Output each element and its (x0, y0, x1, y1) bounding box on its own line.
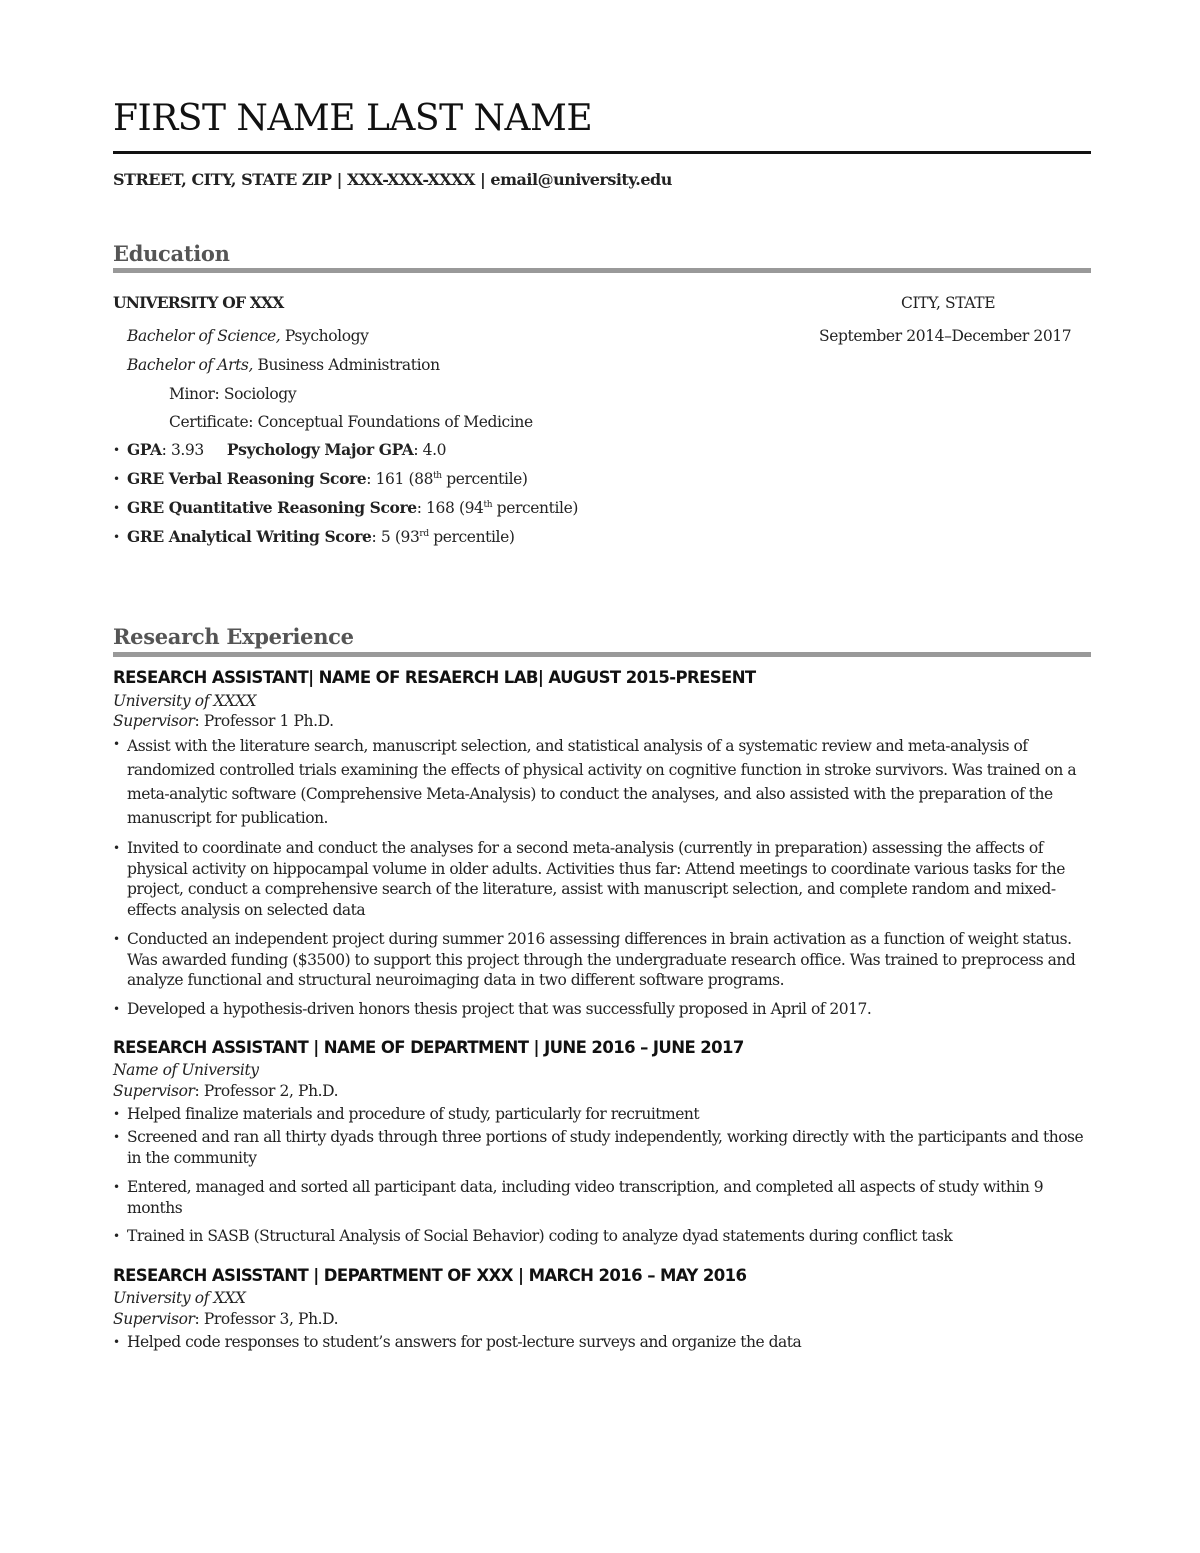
degree-2-type: Bachelor of Arts, (127, 356, 254, 374)
gre-verbal-sup: th (433, 470, 442, 481)
job-bullet-text: Screened and ran all thirty dyads through three portions of study independently, working directly with the participants and those in the community (127, 1128, 1084, 1167)
gre-writing-value: : 5 (93 (371, 528, 420, 546)
education-dates: September 2014–December 2017 (819, 327, 1072, 345)
degree-2-field: Business Administration (253, 356, 440, 374)
gre-verbal-tail: percentile) (441, 470, 528, 488)
bullet-marker: • (113, 472, 121, 486)
job-supervisor (113, 1081, 338, 1101)
job-bullet-text: Assist with the literature search, manuscript selection, and statistical analysis of a systematic review and meta-analysis of randomized controlled trials examining the effects of physical activity on cognitive function in stroke survivors. Was trained on a meta-analytic software (Comprehensive Meta-Analysis) to conduct the analyses, and also assisted with the preparation of the manuscript for publication. (127, 737, 1077, 827)
contact-line: STREET, CITY, STATE ZIP | XXX-XXX-XXXX | email@university.edu (113, 170, 672, 189)
school-name: UNIVERSITY OF XXX (113, 293, 284, 312)
supervisor-value: : Professor 1 Ph.D. (194, 712, 334, 730)
bullet-marker: • (113, 841, 121, 855)
major-gpa-value: : 4.0 (413, 441, 447, 459)
bullet-marker: • (113, 1229, 121, 1243)
bullet-marker: • (113, 1130, 121, 1144)
supervisor-value: : Professor 3, Ph.D. (194, 1310, 339, 1328)
job-bullet-text: Conducted an independent project during summer 2016 assessing differences in brain activation as a function of weight status. Was awarded funding ($3500) to support this project through the undergraduate research office. Was trained to preprocess and analyze functional and structural neuroimaging data in two different software programs. (127, 930, 1076, 989)
bullet-marker: • (113, 501, 121, 515)
degree-2 (127, 355, 440, 375)
supervisor-label: Supervisor (113, 1082, 195, 1100)
gre-quant-sup: th (483, 499, 493, 510)
gre-writing-sup: rd (419, 528, 429, 539)
research-heading: Research Experience (113, 624, 354, 649)
job-heading: RESEARCH ASSISTANT| NAME OF RESAERCH LAB| AUGUST 2015-PRESENT (113, 668, 756, 687)
gpa-value: : 3.93 (161, 441, 204, 459)
gpa-label: GPA (127, 440, 162, 459)
gre-writing-label: GRE Analytical Writing Score (127, 527, 372, 546)
gre-quant-tail: percentile) (492, 499, 578, 517)
supervisor-label: Supervisor (113, 712, 195, 730)
gre-quant-value: : 168 (94 (416, 499, 484, 517)
job-heading: RESEARCH ASSISTANT | NAME OF DEPARTMENT | JUNE 2016 – JUNE 2017 (113, 1038, 744, 1057)
job-bullet-text: Invited to coordinate and conduct the analyses for a second meta-analysis (currently in preparation) assessing the affects of physical activity on hippocampal volume in older adults. Activities thus far: Attend meetings to coordinate various tasks for the project, conduct a comprehensive search of the literature, assist with manuscript selection, and complete random and mixed-effects analysis on selected data (127, 839, 1065, 919)
job-bullet-text: Entered, managed and sorted all participant data, including video transcription, and completed all aspects of study within 9 months (127, 1178, 1044, 1217)
job-bullet-text: Trained in SASB (Structural Analysis of Social Behavior) coding to analyze dyad statements during conflict task (127, 1227, 953, 1245)
education-heading: Education (113, 241, 230, 266)
degree-1 (127, 326, 369, 346)
gre-writing-tail: percentile) (428, 528, 515, 546)
minor: Minor: Sociology (169, 385, 297, 403)
bullet-marker: • (113, 1335, 121, 1349)
gre-verbal (127, 469, 528, 489)
education-divider (113, 268, 1091, 273)
job-supervisor (113, 1309, 338, 1329)
gre-writing (127, 527, 515, 547)
job-bullet-text: Developed a hypothesis-driven honors thesis project that was successfully proposed in April of 2017. (127, 1000, 872, 1018)
job-organization: University of XXX (113, 1289, 246, 1307)
job-bullet-text: Helped code responses to student’s answers for post-lecture surveys and organize the data (127, 1333, 802, 1351)
bullet-marker: • (113, 1107, 121, 1121)
bullet-marker: • (113, 737, 121, 751)
bullet-marker: • (113, 1180, 121, 1194)
degree-1-field: Psychology (280, 327, 369, 345)
supervisor-label: Supervisor (113, 1310, 195, 1328)
major-gpa-label: Psychology Major GPA (226, 440, 414, 459)
job-organization: University of XXXX (113, 692, 257, 710)
degree-1-type: Bachelor of Science, (127, 327, 281, 345)
applicant-name: FIRST NAME LAST NAME (113, 98, 593, 139)
gpa-line (127, 440, 446, 460)
bullet-marker: • (113, 1002, 121, 1016)
certificate: Certificate: Conceptual Foundations of Medicine (169, 413, 533, 431)
research-divider (113, 652, 1091, 657)
header-divider (113, 151, 1091, 154)
job-heading: RESEARCH ASISSTANT | DEPARTMENT OF XXX | MARCH 2016 – MAY 2016 (113, 1266, 747, 1285)
bullet-marker: • (113, 530, 121, 544)
job-supervisor (113, 711, 334, 731)
school-location: CITY, STATE (901, 294, 996, 312)
gre-verbal-value: : 161 (88 (366, 470, 434, 488)
supervisor-value: : Professor 2, Ph.D. (194, 1082, 339, 1100)
job-bullet-text: Helped finalize materials and procedure of study, particularly for recruitment (127, 1105, 700, 1123)
bullet-marker: • (113, 932, 121, 946)
bullet-marker: • (113, 443, 121, 457)
gre-quant (127, 498, 578, 518)
gre-quant-label: GRE Quantitative Reasoning Score (127, 498, 417, 517)
gre-verbal-label: GRE Verbal Reasoning Score (127, 469, 367, 488)
job-organization: Name of University (113, 1061, 259, 1079)
